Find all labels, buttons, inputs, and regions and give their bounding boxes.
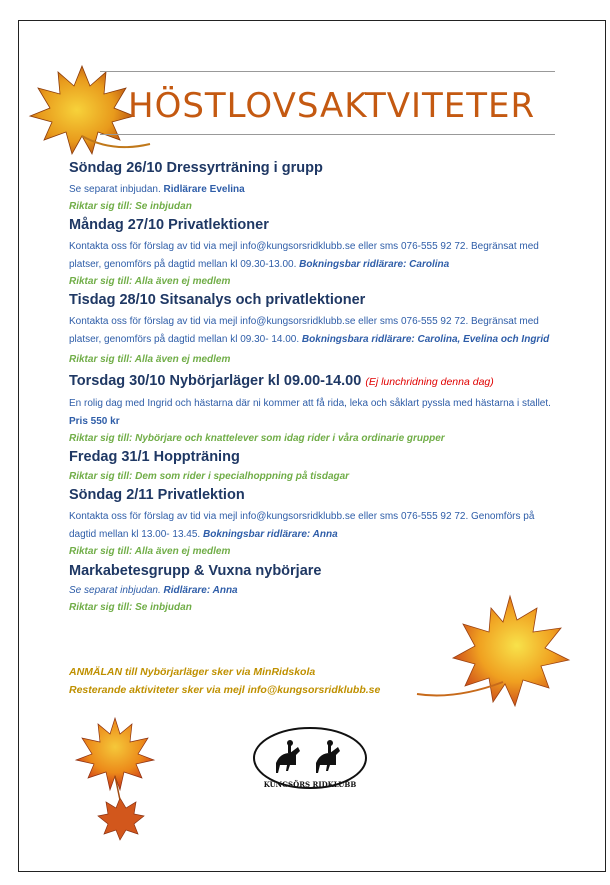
title-rule-bottom — [100, 134, 555, 135]
footer-line-signup: ANMÄLAN till Nybörjarläger sker via MinRidskola — [69, 666, 316, 678]
activity-section — [69, 371, 564, 446]
activity-heading: Tisdag 28/10 Sitsanalys och privatlektioner — [69, 292, 366, 308]
activity-target: Riktar sig till: Alla även ej medlem — [69, 546, 231, 557]
activity-description: Kontakta oss för förslag av tid via mejl info@kungsorsridklubb.se eller sms 076-555 92 72. Begränsat med platser, genomförs på dagtid mellan kl 09.30-13.00. Bokningsbar ridlärare: Carolina — [69, 241, 539, 270]
club-logo — [250, 725, 370, 795]
activity-description: Kontakta oss för förslag av tid via mejl info@kungsorsridklubb.se eller sms 076-555 92 72. Begränsat med platser, genomförs på dagtid mellan kl 09.30- 14.00. Bokningsbara ridlärare: Carolina, Evelina och Ingrid — [69, 316, 550, 345]
activity-heading: Måndag 27/10 Privatlektioner — [69, 217, 269, 233]
activity-section — [69, 290, 564, 367]
activity-list — [69, 158, 564, 616]
activity-heading: Söndag 2/11 Privatlektion — [69, 487, 245, 503]
activity-section — [69, 215, 564, 289]
activity-target: Riktar sig till: Nybörjare och knattelever som idag rider i våra ordinarie grupper — [69, 433, 445, 444]
activity-target: Riktar sig till: Alla även ej medlem — [69, 354, 231, 365]
activity-heading: Söndag 26/10 Dressyrträning i grupp — [69, 160, 323, 176]
maple-leaf-icon — [415, 590, 575, 720]
activity-description: Se separat inbjudan. Ridlärare Evelina — [69, 184, 245, 195]
activity-target: Riktar sig till: Dem som rider i specialhoppning på tisdagar — [69, 471, 350, 482]
logo-text: KUNGSÖRS RIDKLUBB — [263, 780, 357, 789]
activity-note: (Ej lunchridning denna dag) — [365, 376, 494, 388]
title-rule-top — [100, 71, 555, 72]
activity-description: En rolig dag med Ingrid och hästarna där ni kommer att få rida, leka och såklart pyssla med hästarna i stallet. Pris 550 kr — [69, 398, 551, 427]
activity-section — [69, 485, 564, 559]
footer-notes — [69, 663, 380, 699]
activity-heading: Torsdag 30/10 Nybörjarläger kl 09.00-14.00 (Ej lunchridning denna dag) — [69, 373, 494, 389]
activity-section — [69, 447, 564, 484]
activity-target: Riktar sig till: Se inbjudan — [69, 201, 192, 212]
activity-heading: Markabetesgrupp & Vuxna nybörjare — [69, 563, 322, 579]
activity-heading: Fredag 31/1 Hoppträning — [69, 449, 240, 465]
activity-target: Riktar sig till: Alla även ej medlem — [69, 276, 231, 287]
maple-leaf-icon — [70, 712, 160, 842]
activity-description: Kontakta oss för förslag av tid via mejl info@kungsorsridklubb.se eller sms 076-555 92 72. Genomförs på dagtid mellan kl 13.00- 13.45. Bokningsbar ridlärare: Anna — [69, 511, 535, 540]
activity-description: Se separat inbjudan. Ridlärare: Anna — [69, 585, 238, 596]
activity-section — [69, 158, 564, 214]
footer-line-email: Resterande aktiviteter sker via mejl info@kungsorsridklubb.se — [69, 684, 381, 696]
activity-target: Riktar sig till: Se inbjudan — [69, 602, 192, 613]
page-title: HÖSTLOVSAKTVITETER — [128, 86, 536, 126]
